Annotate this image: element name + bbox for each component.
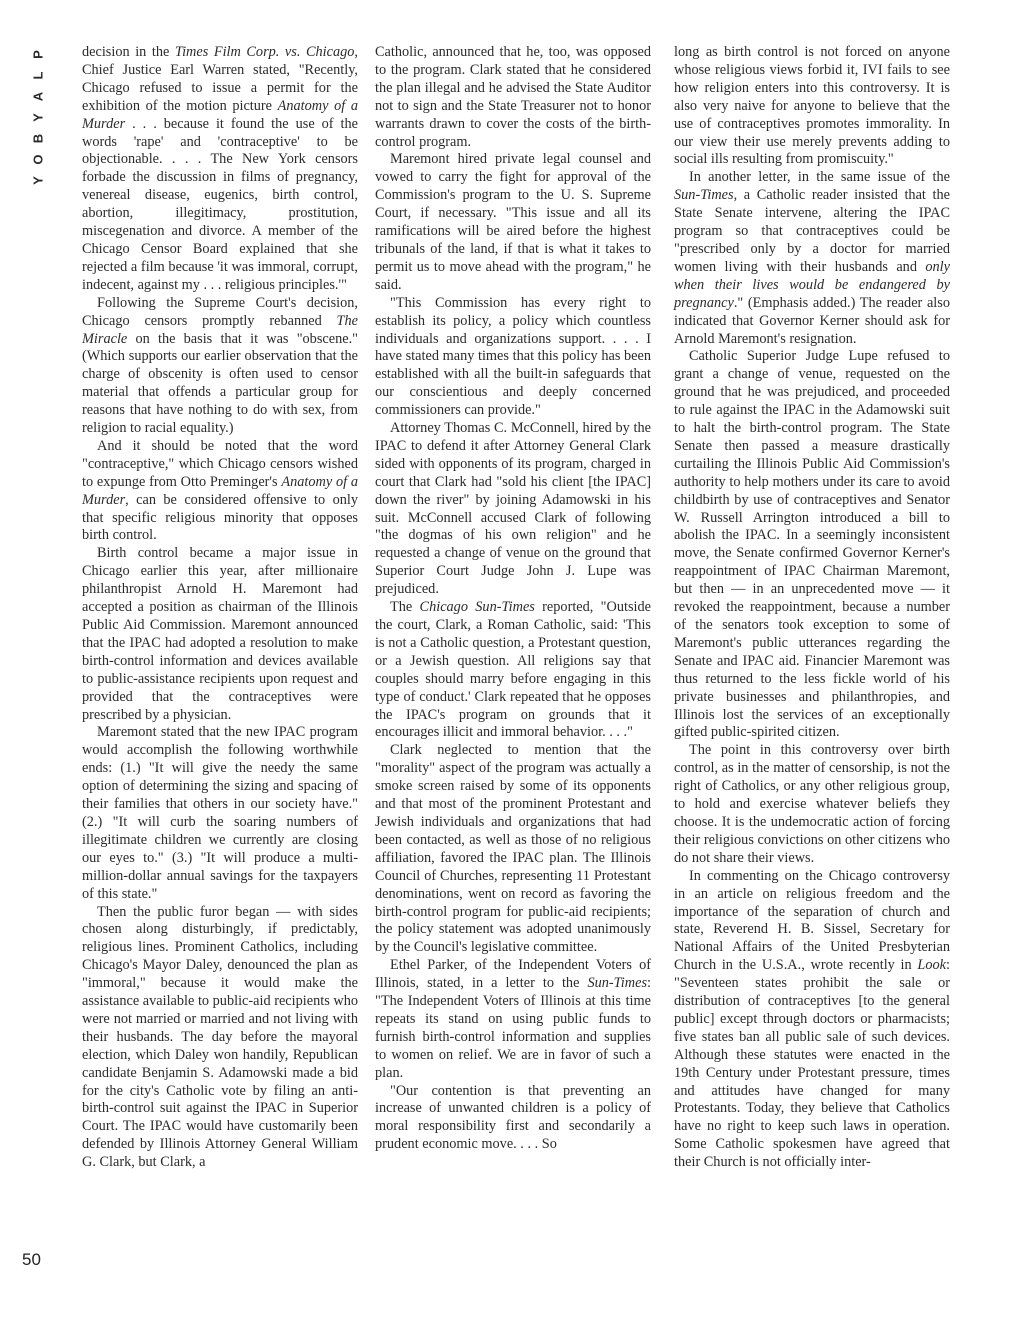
text-run: Maremont hired private legal counsel and vowed to carry the fight for approval of the Commission's program to the U. S. Supreme Court, if necessary. "This issue and all its ramifications will be aired before the highest tribunals of the land, if that is what it takes to permit us to move ahead with the program," he said. [375,151,651,293]
text-run: The [390,599,420,616]
text-run: Ethel Parker, of the Independent Voters of Illinois, stated, in a letter to the [375,957,651,992]
masthead-letter: Y [30,176,46,185]
paragraph [674,348,950,742]
paragraph [375,1083,651,1155]
paragraph [375,151,651,294]
article-column-1 [82,44,358,1172]
masthead-letter: L [30,71,46,80]
text-run: "This Commission has every right to establish its policy, a policy which countless individuals and organizations support. . . . I have stated many times that this policy has been established with all the built-in safeguards that our conscientious and deeply concerned commissioners can provide." [375,294,651,419]
text-run: In commenting on the Chicago controversy in an article on religious freedom and the importance of the separation of church and state, Reverend H. B. Sissel, Secretary for National Affairs of the United Presbyterian Church in the U.S.A., wrote recently in [674,867,950,974]
text-run: ." (Emphasis added.) The reader also indicated that Governor Kerner should ask for Arnold Maremont's resignation. [674,294,950,347]
text-run: decision in the [82,44,175,60]
italic-title: only when their lives would be endangered by pregnancy [674,258,950,311]
text-run: : "The Independent Voters of Illinois at this time repeats its stand on using public funds to furnish birth-control information and supplies to women on relief. We are in favor of such a plan. [375,975,651,1081]
paragraph [674,44,950,169]
masthead-letter: A [30,91,46,102]
paragraph [375,957,651,1082]
text-run: "Our contention is that preventing an increase of unwanted children is a policy of moral responsibility first and secondarily a prudent economic move. . . . So [375,1082,651,1153]
text-run: And it should be noted that the word "contraceptive," which Chicago censors wished to expunge from Otto Preminger's [82,437,358,490]
text-run: Then the public furor began — with sides chosen along disturbingly, if predictably, religious lines. Prominent Catholics, including Chicago's Mayor Daley, denounced the plan as "immoral," because it would make the assistance available to public-aid recipients who were not married or married and not living with their husbands. The day before the mayoral election, which Daley won handily, Republican candidate Benjamin S. Adamowski made a bid for the city's Catholic vote by filing an anti-birth-control suit against the IPAC in Superior Court. The IPAC would have customarily been defended by Illinois Attorney General William G. Clark, but Clark, a [82,903,358,1171]
masthead-letter: B [30,133,46,144]
italic-title: Anatomy of a Murder [82,473,358,508]
italic-title: Sun-Times [674,187,734,204]
paragraph [82,904,358,1173]
paragraph [82,438,358,545]
masthead-letter: O [30,154,46,165]
magazine-masthead [26,44,50,191]
paragraph [375,420,651,599]
page-number: 50 [22,1250,41,1269]
text-run: : "Seventeen states prohibit the sale or distribution of contraceptives [to the general public] except through doctors or pharmacists; five states ban all public sale of such devices. Although these statutes were enacted in the 19th Century under Protestant pressure, times and attitudes have changed for many Protestants. Today, they believe that Catholics have no right to keep such laws in operation. Some Catholic spokesmen have agreed that their Church is not officially inter- [674,957,950,1171]
text-run: reported, "Outside the court, Clark, a Roman Catholic, said: 'This is not a Catholic question, a Protestant question, or a Jewish question. All religions say that couples should marry before engaging in this type of conduct.' Clark repeated that he opposes the IPAC's program on grounds that it encourages illicit and immoral behavior. . . ." [375,599,651,741]
text-run: Clark neglected to mention that the "morality" aspect of the program was actually a smoke screen raised by some of its opponents and that most of the prominent Protestant and Jewish individuals and organizations that had been contacted, as well as those of no religious affiliation, favored the IPAC plan. The Illinois Council of Churches, representing 11 Protestant denominations, went on record as favoring the birth-control program for public-aid recipients; the policy statement was adopted unanimously by the Council's legislative committee. [375,742,651,956]
italic-title: Times Film Corp. vs. Chicago [174,44,355,60]
paragraph [375,599,651,742]
italic-title: Chicago Sun-Times [419,599,535,616]
paragraph [674,169,950,348]
paragraph [674,868,950,1172]
masthead-letter: P [30,50,46,59]
paragraph [82,44,358,295]
text-run: Following the Supreme Court's decision, Chicago censors promptly rebanned [82,294,358,329]
text-run: Catholic, announced that he, too, was opposed to the program. Clark stated that he considered the plan illegal and he advised the State Auditor not to sign and the State Treasurer not to honor warrants drawn to cover the costs of the birth-control program. [375,44,651,150]
text-run: Maremont stated that the new IPAC program would accomplish the following worthwhile ends: (1.) "It will give the needy the same option of determining the sizing and spacing of their families that others in our society have." (2.) "It will curb the soaring numbers of illegitimate children we currently are closing our eyes to." (3.) "It will produce a multi-million-dollar annual savings for the taxpayers of this state." [82,724,358,902]
text-run: long as birth control is not forced on anyone whose religious views forbid it, IVI fails to see how religion enters into this controversy. It is also very naive for anyone to believe that the use of contraceptives promotes immorality. In our view their use merely prevents adding to social ills resulting from promiscuity." [674,44,950,168]
text-run: In another letter, in the same issue of the [689,169,950,186]
italic-title: The Miracle [82,312,358,347]
paragraph [82,545,358,724]
text-run: Attorney Thomas C. McConnell, hired by the IPAC to defend it after Attorney General Clark sided with opponents of its program, charged in court that Clark had "sold his client [the IPAC] down the river" by joining Adamowski in his suit. McConnell accused Clark of following "the dogmas of his own religion" and he requested a change of venue on the ground that Superior Court Judge John J. Lupe was prejudiced. [375,420,651,598]
paragraph [375,44,651,151]
paragraph [375,295,651,420]
text-run: . . . because it found the use of the words 'rape' and 'contraceptive' to be objectionable. . . . The New York censors forbade the discussion in films of pregnancy, venereal disease, eugenics, birth control, abortion, illegitimacy, prostitution, miscegenation and divorce. A member of the Chicago Censor Board explained that she rejected a film because 'it was immoral, corrupt, indecent, against my . . . religious principles.'" [82,115,358,293]
text-run: Catholic Superior Judge Lupe refused to grant a change of venue, requested on the ground that he was prejudiced, and proceeded to rule against the IPAC in the Adamowski suit to halt the birth-control program. The State Senate then passed a measure drastically curtailing the Illinois Public Aid Commission's authority to help mothers under its care to avoid childbirth by use of contraceptives and Senator W. Russell Arrington introduced a bill to abolish the IPAC. In a seemingly inconsistent move, the Senate confirmed Governor Kerner's reappointment of IPAC Chairman Maremont, but then — in an unprecedented move — it revoked the reappointment, because a number of the senators took exception to some of Maremont's public utterances regarding the Senate and IPAC aid. Financier Maremont was thus returned to the less fickle world of his private businesses and philanthropies, and Illinois lost the services of an exceptionally gifted public-spirited citizen. [674,348,950,741]
paragraph [82,724,358,903]
text-run: Birth control became a major issue in Chicago earlier this year, after millionaire philanthropist Arnold H. Maremont had accepted a position as chairman of the Illinois Public Aid Commission. Maremont announced that the IPAC had adopted a resolution to make birth-control information and devices available to public-assistance recipients upon request and provided that the contraceptives were prescribed by a physician. [82,545,358,723]
italic-title: Look [917,957,947,974]
text-run: The point in this controversy over birth control, as in the matter of censorship, is not the right of Catholics, or any other religious group, to hold and exercise whatever beliefs they choose. It is the undemocratic action of forcing their religious convictions on other citizens who do not share their views. [674,742,950,866]
italic-title: Sun-Times [587,975,648,992]
text-run: , a Catholic reader insisted that the State Senate intervene, altering the IPAC program so that contraceptives could be "prescribed only by a doctor for married women living with their husbands and [674,187,950,275]
paragraph [82,295,358,438]
text-run: , can be considered offensive to only that specific religious minority that opposes birth control. [82,491,358,544]
paragraph [674,742,950,867]
italic-title: Anatomy of a Murder [82,97,358,132]
text-run: on the basis that it was "obscene." (Which supports our earlier observation that the charge of obscenity is often used to censor material that offends a particular group for reasons that have nothing to do with sex, from religion to racial equality.) [82,330,358,437]
article-column-2 [375,44,651,1154]
paragraph [375,742,651,957]
masthead-letter: Y [30,113,46,122]
text-run: , Chief Justice Earl Warren stated, "Recently, Chicago refused to issue a permit for the exhibition of the motion picture [82,44,358,114]
article-column-3 [674,44,950,1172]
